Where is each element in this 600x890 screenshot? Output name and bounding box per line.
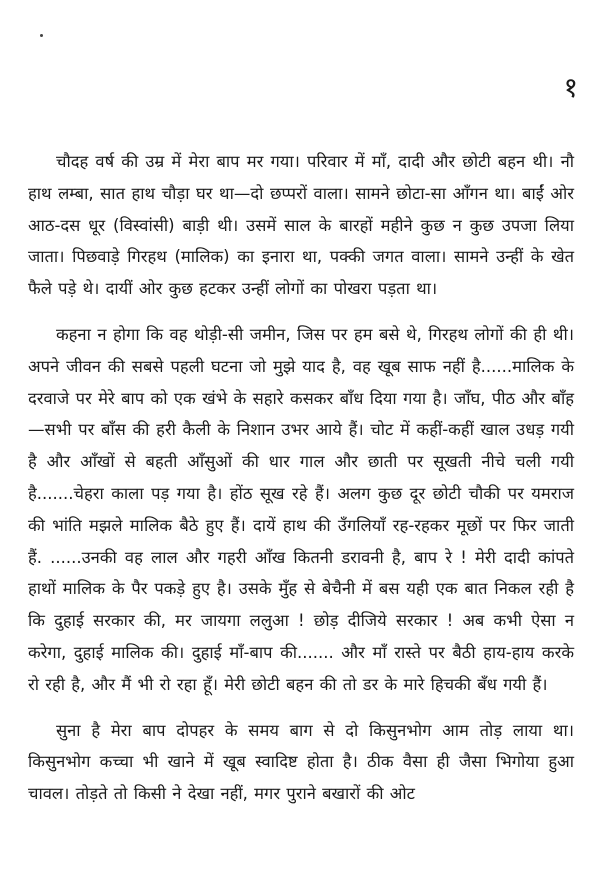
paragraph-2: कहना न होगा कि वह थोड़ी-सी जमीन, जिस पर हम बसे थे, गिरहथ लोगों की ही थी। अपने जीवन की सबसे पहली घटना जो मुझे याद है, वह खूब साफ नहीं है......मालिक के दरवाजे पर मेरे बाप को एक खंभे के सहारे कसकर बाँध दिया गया है। जाँघ, पीठ और बाँह—सभी पर बाँस की हरी कैली के निशान उभर आये हैं। चोट में कहीं-कहीं खाल उधड़ गयी है और आँखों से बहती आँसुओं की धार गाल और छाती पर सूखती नीचे चली गयी है.......चेहरा काला पड़ गया है। होंठ सूख रहे हैं। अलग कुछ दूर छोटी चौकी पर यमराज की भांति मझले मालिक बैठे हुए हैं। दायें हाथ की उँगलियाँ रह-रहकर मूछों पर फिर जाती हैं. ......उनकी वह लाल और गहरी आँख कितनी डरावनी है, बाप रे ! मेरी दादी कांपते हाथों मालिक के पैर पकड़े हुए है। उसके मुँह से बेचैनी में बस यही एक बात निकल रही है कि दुहाई सरकार की, मर जायगा ललुआ ! छोड़ दीजिये सरकार ! अब कभी ऐसा न करेगा, दुहाई मालिक की। दुहाई माँ-बाप की....... और माँ रास्ते पर बैठी हाय-हाय करके रो रही है, और मैं भी रो रहा हूँ। मेरी छोटी बहन की तो डर के मारे हिचकी बँध गयी हैं। <box>28 324 574 694</box>
body-text <box>28 146 574 810</box>
page-number: १ <box>563 71 578 104</box>
paragraph-3: सुना है मेरा बाप दोपहर के समय बाग से दो किसुनभोग आम तोड़ लाया था। किसुनभोग कच्चा भी खाने में खूब स्वादिष्ट होता है। ठीक वैसा ही जैसा भिगोया हुआ चावल। तोड़ते तो किसी ने देखा नहीं, मगर पुराने बखारों की ओट <box>28 720 574 804</box>
page-speck <box>40 34 43 37</box>
paragraph-1: चौदह वर्ष की उम्र में मेरा बाप मर गया। परिवार में माँ, दादी और छोटी बहन थी। नौ हाथ लम्बा, सात हाथ चौड़ा घर था—दो छप्परों वाला। सामने छोटा-सा आँगन था। बाईं ओर आठ-दस धूर (विस्वांसी) बाड़ी थी। उसमें साल के बारहों महीने कुछ न कुछ उपजा लिया जाता। पिछवाड़े गिरहथ (मालिक) का इनारा था, पक्की जगत वाला। सामने उन्हीं के खेत फैले पड़े थे। दायीं ओर कुछ हटकर उन्हीं लोगों का पोखरा पड़ता था। <box>28 152 574 299</box>
